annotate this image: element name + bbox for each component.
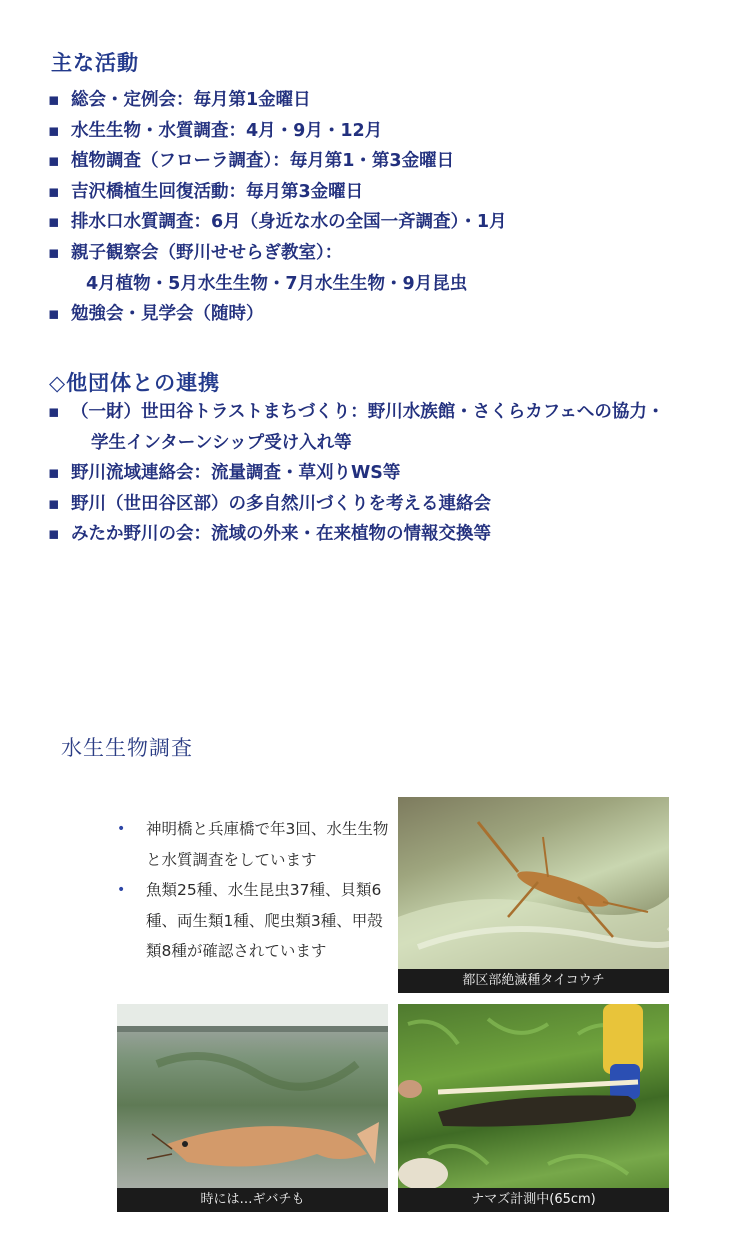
list-item-text: 植物調査（フローラ調査）：毎月第1・第3金曜日 [71,151,455,172]
namazu-illustration [398,1004,669,1188]
list-item-text: 野川（世田谷区部）の多自然川づくりを考える連絡会 [71,493,491,514]
bullet-icon: • [117,882,126,898]
bullet-icon: ▪ [48,493,60,514]
list-item-text: 吉沢橋植生回復活動：毎月第3金曜日 [71,181,364,202]
bullet-icon: ▪ [48,151,60,172]
list-item-text: 親子観察会（野川せせらぎ教室）： [71,242,343,263]
aquatic-survey-list [117,814,395,967]
namazu-image [398,1004,669,1188]
photo-caption: 時には…ギバチも [117,1188,388,1212]
list-item [48,489,664,520]
photo-namazu [398,1004,669,1212]
bullet-icon: ▪ [48,212,60,233]
bullet-icon: ▪ [48,181,60,202]
bullet-icon: • [117,821,126,837]
list-item [48,397,664,458]
list-item-continuation: 学生インターンシップ受け入れ等 [91,432,352,453]
bullet-icon: ▪ [48,90,60,110]
bullet-icon: ▪ [48,304,60,325]
list-item-text: みたか野川の会：流域の外来・在来植物の情報交換等 [71,524,491,545]
photo-gibachi [117,1004,388,1212]
list-item [48,519,664,550]
list-item [117,875,395,967]
list-item [48,146,507,177]
list-item-text: 総会・定例会：毎月第1金曜日 [71,90,311,110]
list-item-text: 水生生物・水質調査：4月・9月・12月 [71,120,383,141]
list-item [117,814,395,875]
list-item [48,177,507,208]
list-item-text: 野川流域連絡会：流量調査・草刈りWS等 [71,463,401,484]
list-item [48,116,507,147]
gibachi-illustration [117,1004,388,1188]
water-scorpion-image [398,797,669,969]
bullet-icon: ▪ [48,120,60,141]
bullet-icon: ▪ [48,242,60,263]
list-item-text: 魚類25種、水生昆虫37種、貝類6種、両生類1種、爬虫類3種、甲殻類8種が確認されています [146,881,383,960]
list-item-text: 神明橋と兵庫橋で年3回、水生生物と水質調査をしています [146,820,389,869]
bullet-icon: ▪ [48,524,60,545]
list-item-text: （一財）世田谷トラストまちづくり：野川水族館・さくらカフェへの協力・ [71,402,665,422]
list-item-continuation: 4月植物・5月水生生物・7月水生生物・9月昆虫 [86,273,468,294]
photo-caption: ナマズ計測中(65cm) [398,1188,669,1212]
activities-list [48,85,507,330]
list-item [48,238,507,299]
list-item-text: 排水口水質調査：6月（身近な水の全国一斉調査）・1月 [71,212,507,233]
bullet-icon: ▪ [48,463,60,484]
list-item [48,207,507,238]
list-item [48,299,507,330]
partners-list [48,397,664,550]
photo-caption: 都区部絶滅種タイコウチ [398,969,669,993]
bullet-icon: ▪ [48,402,60,422]
partners-heading: ◇他団体との連携 [49,371,221,395]
photo-water-scorpion [398,797,669,993]
aquatic-survey-heading: 水生生物調査 [61,736,193,760]
list-item [48,458,664,489]
gibachi-image [117,1004,388,1188]
list-item [48,85,507,116]
activities-heading: 主な活動 [51,51,139,75]
water-scorpion-illustration [398,797,669,969]
list-item-text: 勉強会・見学会（随時） [71,304,264,325]
